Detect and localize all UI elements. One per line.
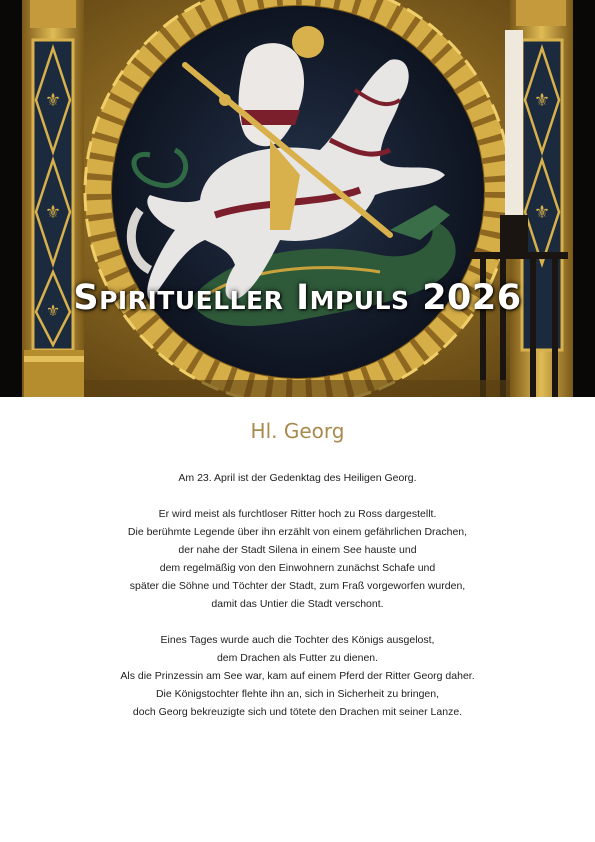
svg-text:⚜: ⚜ <box>44 202 62 223</box>
text-line: Am 23. April ist der Gedenktag des Heiligen Georg. <box>178 472 417 484</box>
svg-text:⚜: ⚜ <box>45 301 61 320</box>
text-line: doch Georg bekreuzigte sich und tötete den Drachen mit seiner Lanze. <box>132 706 463 718</box>
body-text <box>0 469 595 721</box>
paragraph-1 <box>0 469 595 487</box>
paragraph-2 <box>0 505 595 613</box>
header-image <box>0 0 595 397</box>
text-line: Eines Tages wurde auch die Tochter des Königs ausgelost, <box>160 634 435 646</box>
text-line: dem Drachen als Futter zu dienen. <box>216 652 379 664</box>
page-title: Spiritueller Impuls 2026 <box>73 278 522 318</box>
text-line: der nahe der Stadt Silena in einem See hauste und <box>178 544 417 556</box>
text-line: damit das Untier die Stadt verschont. <box>211 598 384 610</box>
text-line: Er wird meist als furchtloser Ritter hoch zu Ross dargestellt. <box>158 508 437 520</box>
text-line: Die Königstochter flehte ihn an, sich in Sicherheit zu bringen, <box>155 688 440 700</box>
paragraph-3 <box>0 631 595 721</box>
saint-george-relief-illustration <box>0 0 595 397</box>
svg-text:⚜: ⚜ <box>533 202 551 223</box>
svg-text:⚜: ⚜ <box>533 90 551 111</box>
paragraph-gap <box>0 613 595 631</box>
text-line: dem regelmäßig von den Einwohnern zunächst Schafe und <box>159 562 436 574</box>
text-line: später die Söhne und Töchter der Stadt, zum Fraß vorgeworfen wurden, <box>129 580 466 592</box>
text-line: Als die Prinzessin am See war, kam auf einem Pferd der Ritter Georg daher. <box>120 670 475 682</box>
section-heading: Hl. Georg <box>250 419 345 443</box>
svg-text:⚜: ⚜ <box>44 90 62 111</box>
text-line: Die berühmte Legende über ihn erzählt von einem gefährlichen Drachen, <box>127 526 468 538</box>
left-pilaster <box>22 0 84 397</box>
paragraph-gap <box>0 487 595 505</box>
